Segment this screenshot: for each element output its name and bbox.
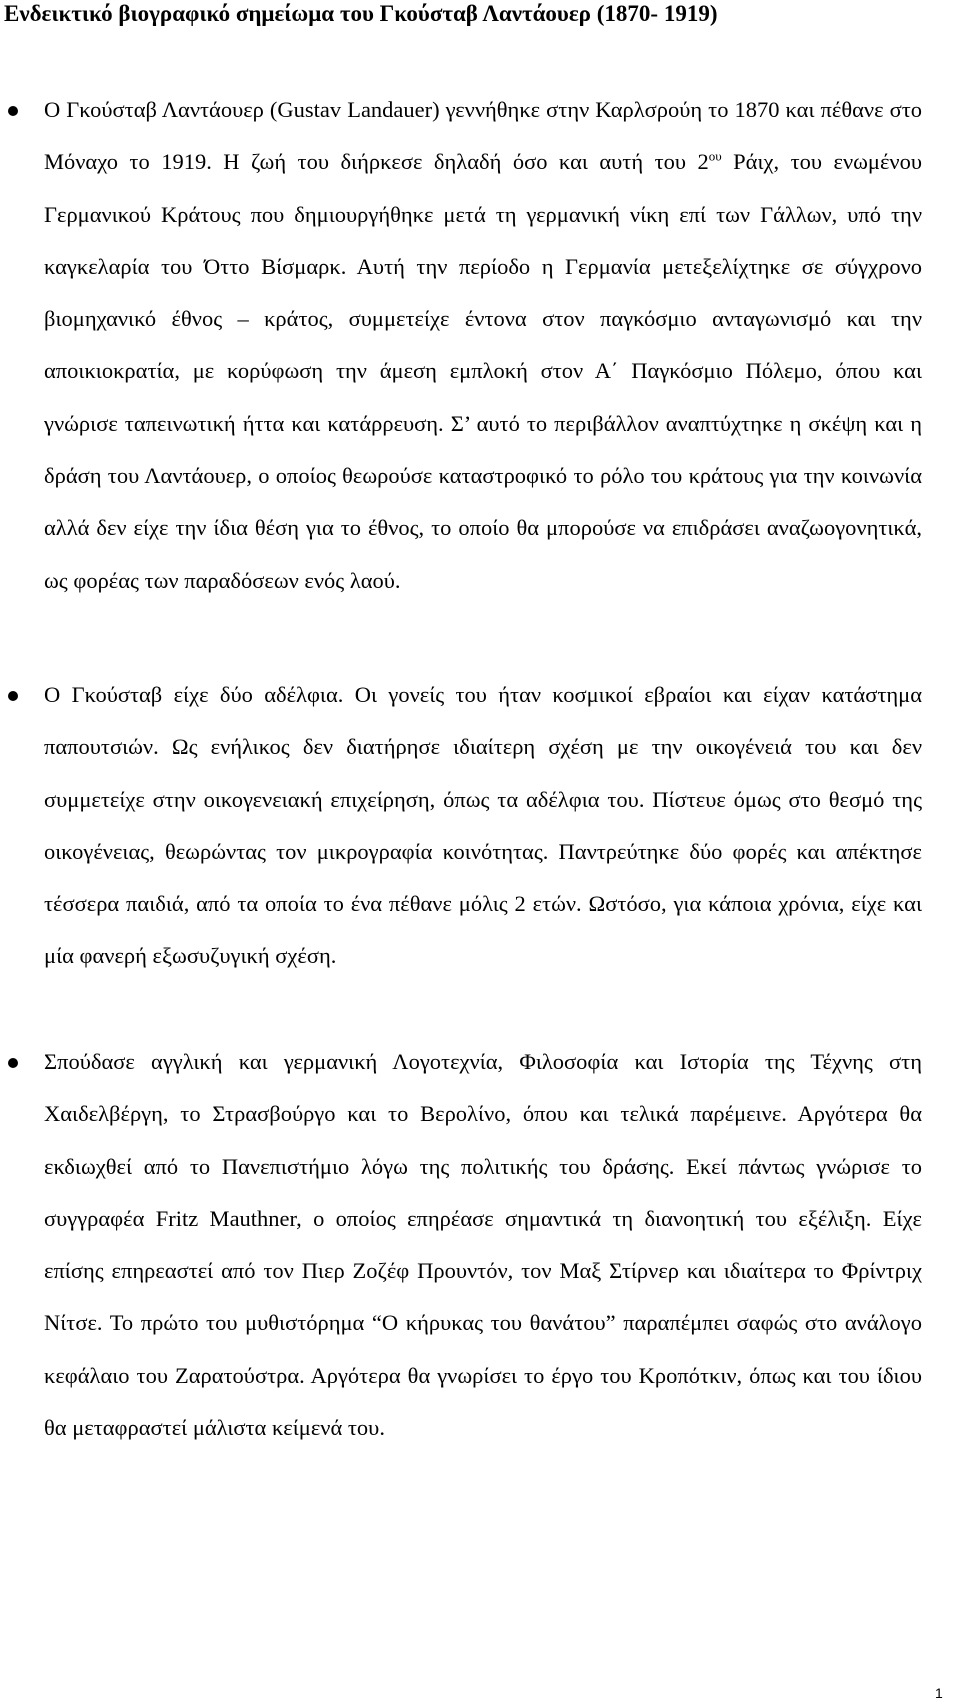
bullet-icon (8, 1058, 18, 1068)
paragraph-3: Σπούδασε αγγλική και γερμανική Λογοτεχνία, Φιλοσοφία και Ιστορία της Τέχνης στη Χαιδελβέργη, το Στρασβούργο και το Βερολίνο, όπου και τελικά παρέμεινε. Αργότερα θα εκδιωχθεί από το Πανεπιστήμιο λόγω της πολιτικής του δράσης. Εκεί πάντως γνώρισε το συγγραφέα Fritz Mauthner, ο οποίος επηρέασε σημαντικά τη διανοητική του εξέλιξη. Είχε επίσης επηρεαστεί από τον Πιερ Ζοζέφ Προυντόν, τον Μαξ Στίρνερ και ιδιαίτερα το Φρίντριχ Νίτσε. Το πρώτο του μυθιστόρημα “Ο κήρυκας του θανάτου” παραπέμπει σαφώς στο ανάλογο κεφάλαιο του Ζαρατούστρα. Αργότερα θα γνωρίσει το έργο του Κροπότκιν, όπως και του ίδιου θα μεταφραστεί μάλιστα κείμενά του. (44, 1049, 922, 1441)
paragraph-1-text-b: Ράιχ, του ενωμένου Γερμανικού Κράτους που δημιουργήθηκε μετά τη γερμανική νίκη επί των Γάλλων, υπό την καγκελαρία του Όττο Βίσμαρκ. Αυτή την περίοδο η Γερμανία μετεξελίχτηκε σε σύγχρονο βιομηχανικό έθνος – κράτος, συμμετείχε έντονα στον παγκόσμιο ανταγωνισμό και την αποικιοκρατία, με κορύφωση την άμεση εμπλοκή στον Α΄ Παγκόσμιο Πόλεμο, όπου και γνώρισε ταπεινωτική ήττα και κατάρρευση. Σ’ αυτό το περιβάλλον αναπτύχτηκε η σκέψη και η δράση του Λαντάουερ, ο οποίος θεωρούσε καταστροφικό το ρόλο του κράτους για την κοινωνία αλλά δεν είχε την ίδια θέση για το έθνος, το οποίο θα μπορούσε να επιδράσει αναζωογονητικά, ως φορέας των παραδόσεων ενός λαού. (44, 149, 922, 593)
paragraph-1-text-a: Ο Γκούσταβ Λαντάουερ (Gustav Landauer) γεννήθηκε στην Καρλσρούη το 1870 και πέθανε στο Μόναχο το 1919. Η ζωή του διήρκεσε δηλαδή όσο και αυτή του 2 (44, 97, 922, 175)
ordinal-superscript: ου (708, 148, 722, 164)
document-title: Ενδεικτικό βιογραφικό σημείωμα του Γκούσταβ Λαντάουερ (1870- 1919) (4, 1, 718, 26)
bullet-icon (8, 691, 18, 701)
bullet-icon (8, 106, 18, 116)
paragraph-2: Ο Γκούσταβ είχε δύο αδέλφια. Οι γονείς του ήταν κοσμικοί εβραίοι και είχαν κατάστημα παπουτσιών. Ως ενήλικος δεν διατήρησε ιδιαίτερη σχέση με την οικογένειά του και δεν συμμετείχε στην οικογενειακή επιχείρηση, όπως τα αδέλφια του. Πίστευε όμως στο θεσμό της οικογένειας, θεωρώντας τον μικρογραφία κοινότητας. Παντρεύτηκε δύο φορές και απέκτησε τέσσερα παιδιά, από τα οποία το ένα πέθανε μόλις 2 ετών. Ωστόσο, για κάποια χρόνια, είχε και μία φανερή εξωσυζυγική σχέση. (44, 682, 922, 969)
page-number: 1 (935, 1685, 943, 1701)
paragraph-1 (44, 84, 922, 607)
